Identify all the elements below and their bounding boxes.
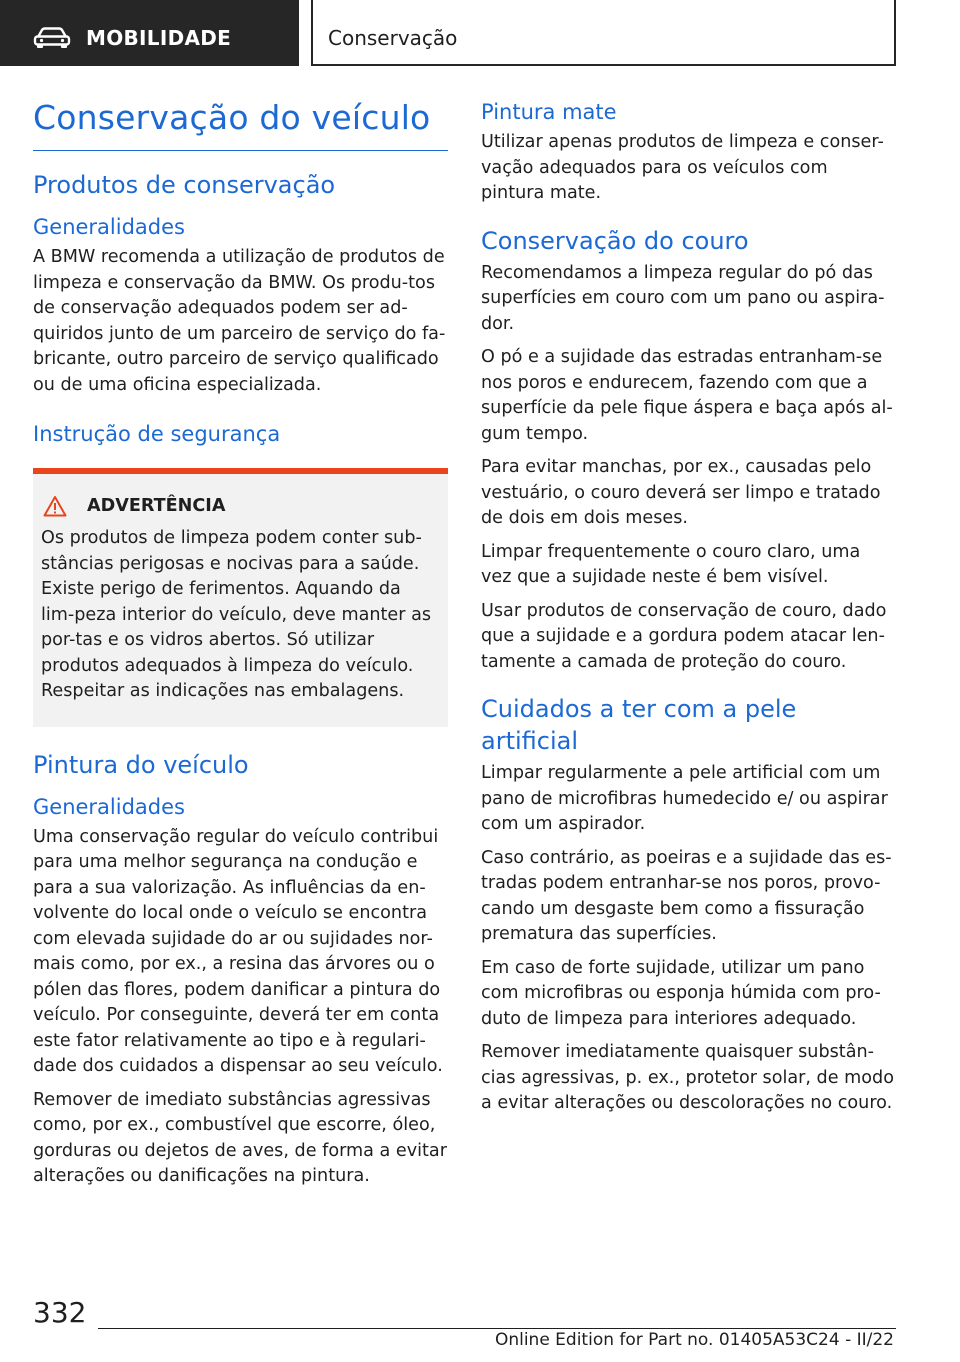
general-heading: Generalidades <box>33 215 185 239</box>
footer-edition: Online Edition for Part no. 01405A53C24 - II/22 <box>494 1330 894 1350</box>
car-icon <box>33 27 71 49</box>
artificial-paragraph-1: Limpar regularmente a pele artificial com um pano de microfibras humedecido e/ ou aspirar com um aspirador. <box>481 763 888 834</box>
page-header <box>0 0 960 66</box>
leather-paragraph-4: Limpar frequentemente o couro claro, uma vez que a sujidade neste é bem visível. <box>481 541 861 587</box>
chapter-tab[interactable] <box>311 0 896 66</box>
matte-heading: Pintura mate <box>481 100 617 124</box>
page-number: 332 <box>33 1296 87 1329</box>
products-heading: Produtos de conservação <box>33 171 336 199</box>
right-column <box>481 96 896 1117</box>
warning-title: ADVERTÊNCIA <box>87 496 226 516</box>
matte-paragraph: Utilizar apenas produtos de limpeza e conser-vação adequados para os veículos com pintura mate. <box>481 132 884 203</box>
section-label: MOBILIDADE <box>86 26 232 50</box>
safety-heading: Instrução de segurança <box>33 422 281 446</box>
footer-divider <box>98 1328 896 1329</box>
paint-general-heading: Generalidades <box>33 794 185 819</box>
paint-heading: Pintura do veículo <box>33 750 249 779</box>
leather-heading: Conservação do couro <box>481 226 749 255</box>
paint-paragraph-1: Uma conservação regular do veículo contribui para uma melhor segurança na condução e para a sua valorização. As influências da en-volvente do local onde o veículo se encontra com elevada sujidade do ar ou sujidades nor-mais como, por ex., a resina das árvores ou o pólen das flores, podem danificar a pintura do veículo. Por conseguinte, deverá ter em conta este fator relativamente ao tipo e à regulari-dade dos cuidados a dispensar ao seu veículo. <box>33 826 443 1076</box>
warning-text: Os produtos de limpeza podem conter sub-stâncias perigosas e nocivas para a saúde. Existe perigo de ferimentos. Aquando da lim-peza interior do veículo, deve manter as por-tas e os vidros abertos. Só utilizar produtos adequados à limpeza do veículo. Respeitar as indicações nas embalagens. <box>41 528 432 701</box>
leather-paragraph-1: Recomendamos a limpeza regular do pó das superfícies em couro com um pano ou aspira-dor. <box>481 262 885 334</box>
artificial-paragraph-4: Remover imediatamente quaisquer substân-cias agressivas, p. ex., protetor solar, de modo a evitar alterações ou descolorações no couro. <box>481 1042 894 1113</box>
leather-paragraph-2: O pó e a sujidade das estradas entranham-se nos poros e endurecem, fazendo com que a superfície da pele fique áspera e baça após al-gum tempo. <box>481 347 893 444</box>
warning-box <box>33 468 448 727</box>
leather-paragraph-5: Usar produtos de conservação de couro, dado que a sujidade e a gordura podem atacar len-tamente a camada de proteção do couro. <box>481 600 887 672</box>
warning-triangle-icon <box>43 495 67 517</box>
section-tab[interactable] <box>0 0 299 66</box>
page-title: Conservação do veículo <box>33 96 448 151</box>
general-paragraph: A BMW recomenda a utilização de produtos de limpeza e conservação da BMW. Os produ-tos de conservação adequados podem ser ad-quiridos junto de um parceiro de serviço do fa-bricante, outro parceiro de serviço qualificado ou de uma oficina especializada. <box>33 247 446 395</box>
paint-paragraph-2: Remover de imediato substâncias agressivas como, por ex., combustível que escorre, óleo, gorduras ou dejetos de aves, de forma a evitar alterações ou danificações na pintura. <box>33 1089 447 1186</box>
warning-header <box>41 492 438 520</box>
artificial-heading: Cuidados a ter com a pele artificial <box>481 695 797 755</box>
left-column <box>33 96 448 1190</box>
artificial-paragraph-2: Caso contrário, as poeiras e a sujidade das es-tradas podem entranhar-se nos poros, provo-cando um desgaste bem como a fissuração prematura das superfícies. <box>481 847 892 944</box>
leather-paragraph-3: Para evitar manchas, por ex., causadas pelo vestuário, o couro deverá ser limpo e tratado de dois em dois meses. <box>481 457 881 528</box>
chapter-label: Conservação <box>328 26 458 50</box>
artificial-paragraph-3: Em caso de forte sujidade, utilizar um pano com microfibras ou esponja húmida com pro-duto de limpeza para interiores adequado. <box>481 957 881 1029</box>
